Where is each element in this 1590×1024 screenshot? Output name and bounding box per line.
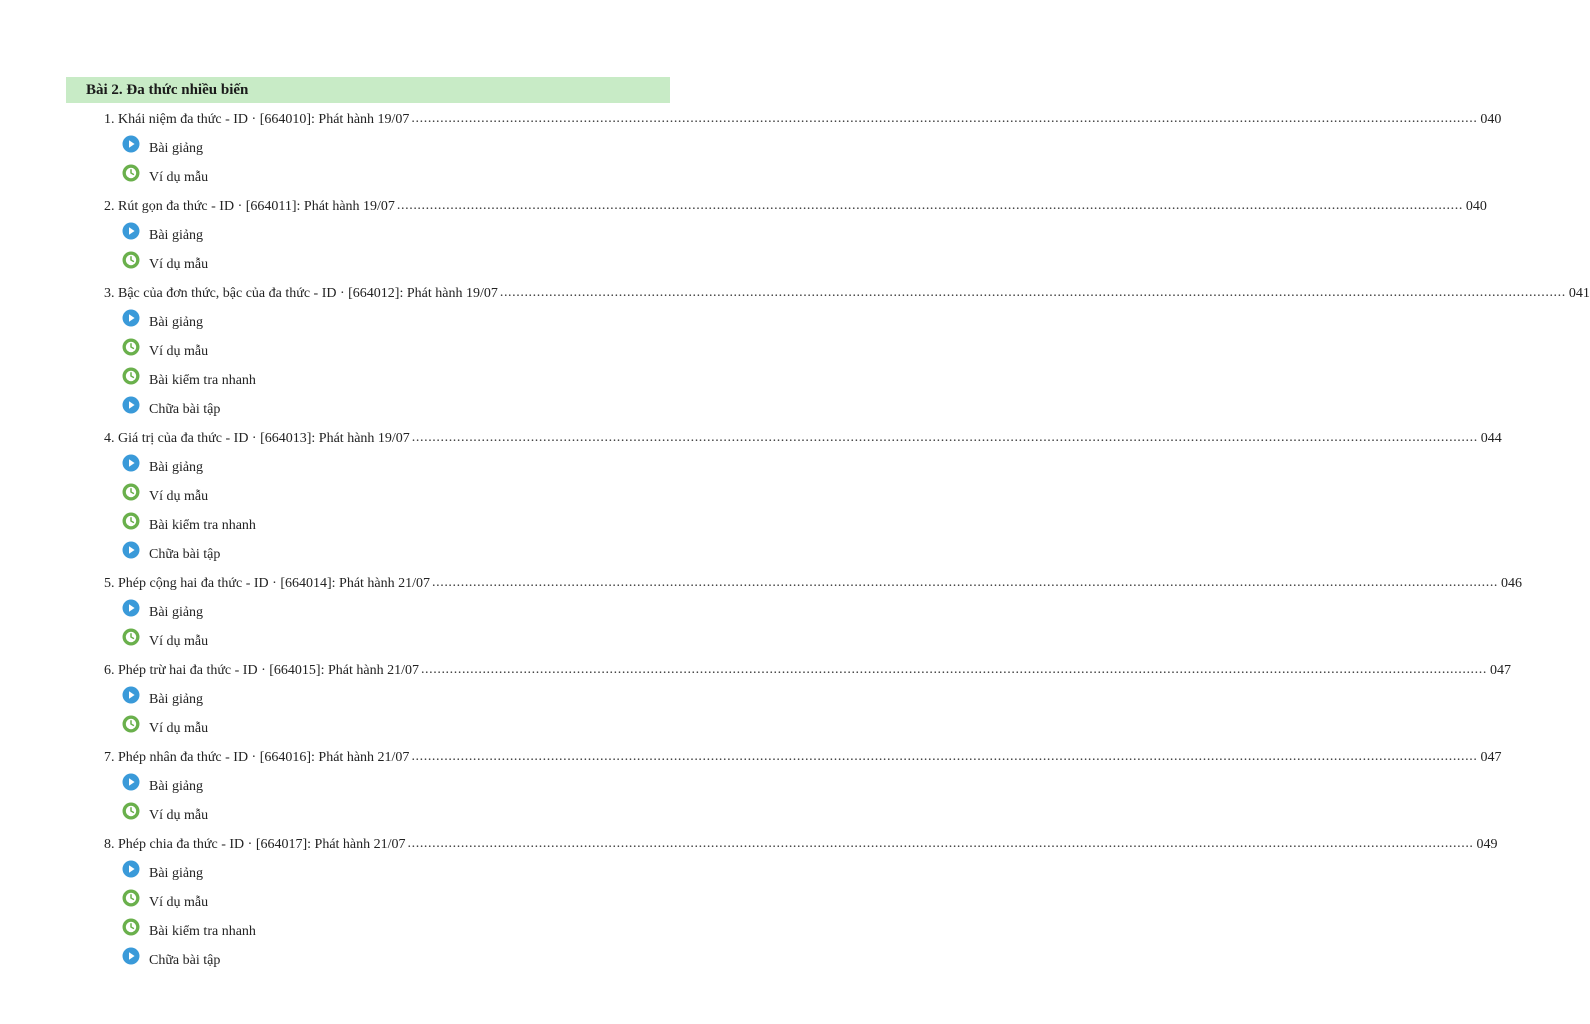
play-icon [122,686,140,704]
page-number: 041 [1568,285,1590,301]
resource-label: Bài giảng [149,459,204,475]
table-of-contents [0,105,1590,975]
play-icon [122,396,140,414]
page-number: 049 [1476,836,1498,852]
clock-icon [122,628,140,646]
play-icon [122,309,140,327]
dot-leader: .................................................................................................................................................................................................................................................................... [499,284,1566,300]
lesson-resource-item[interactable] [122,888,724,917]
lesson-resource-item[interactable] [122,917,724,946]
lesson-title: 2. Rút gọn đa thức - ID · [664011]: Phát hành 19/07 [104,198,395,214]
resource-label: Bài giảng [149,604,204,620]
play-icon [122,454,140,472]
lesson-block [0,743,1502,830]
lesson-title: 3. Bậc của đơn thức, bậc của đa thức - ID · [664012]: Phát hành 19/07 [104,285,498,301]
lesson-block [0,105,1502,192]
dot-leader: .................................................................................................................................................................................................................................................................... [411,429,1478,445]
dot-leader: .................................................................................................................................................................................................................................................................... [420,661,1487,677]
lesson-resource-item[interactable] [122,714,724,743]
clock-icon [122,512,140,530]
lesson-block [0,569,1523,656]
resource-label: Chữa bài tập [149,546,221,562]
lesson-resource-item[interactable] [122,134,724,163]
section-header [66,77,670,103]
lesson-title: 8. Phép chia đa thức - ID · [664017]: Phát hành 21/07 [104,836,406,852]
lesson-entry[interactable] [104,656,1511,685]
dot-leader: .................................................................................................................................................................................................................................................................... [432,574,1499,590]
clock-icon [122,802,140,820]
lesson-resource-item[interactable] [122,540,724,569]
lesson-resource-item[interactable] [122,395,724,424]
lesson-resource-item[interactable] [122,221,724,250]
lesson-resource-item[interactable] [122,627,724,656]
clock-icon [122,251,140,269]
lesson-entry[interactable] [104,279,1590,308]
lesson-resource-item[interactable] [122,772,724,801]
lesson-resource-item[interactable] [122,801,724,830]
lesson-title: 5. Phép cộng hai đa thức - ID · [664014]: Phát hành 21/07 [104,575,431,591]
play-icon [122,599,140,617]
resource-label: Bài giảng [149,865,204,881]
lesson-block [0,192,1487,279]
lesson-block [0,424,1502,569]
dot-leader: .................................................................................................................................................................................................................................................................... [396,197,1463,213]
section-title: Bài 2. Đa thức nhiều biến [86,81,249,98]
clock-icon [122,338,140,356]
lesson-entry[interactable] [104,743,1502,772]
lesson-entry[interactable] [104,192,1487,221]
play-icon [122,222,140,240]
page-number: 047 [1480,749,1502,765]
lesson-block [0,279,1590,424]
resource-label: Bài kiểm tra nhanh [149,517,256,533]
clock-icon [122,367,140,385]
page-number: 047 [1489,662,1511,678]
page-number: 040 [1465,198,1487,214]
lesson-resource-item[interactable] [122,482,724,511]
clock-icon [122,715,140,733]
clock-icon [122,164,140,182]
lesson-resource-item[interactable] [122,163,724,192]
lesson-resource-item[interactable] [122,598,724,627]
resource-label: Ví dụ mẫu [149,720,209,736]
clock-icon [122,483,140,501]
lesson-resource-item[interactable] [122,250,724,279]
lesson-title: 4. Giá trị của đa thức - ID · [664013]: Phát hành 19/07 [104,430,410,446]
dot-leader: .................................................................................................................................................................................................................................................................... [407,835,1474,851]
resource-label: Ví dụ mẫu [149,807,209,823]
clock-icon [122,918,140,936]
play-icon [122,773,140,791]
resource-label: Bài kiểm tra nhanh [149,923,256,939]
clock-icon [122,889,140,907]
lesson-title: 6. Phép trừ hai đa thức - ID · [664015]: Phát hành 21/07 [104,662,419,678]
lesson-block [0,656,1511,743]
lesson-resource-item[interactable] [122,453,724,482]
page-number: 044 [1480,430,1502,446]
lesson-title: 7. Phép nhân đa thức - ID · [664016]: Phát hành 21/07 [104,749,410,765]
resource-label: Ví dụ mẫu [149,169,209,185]
resource-label: Chữa bài tập [149,952,221,968]
resource-label: Ví dụ mẫu [149,488,209,504]
lesson-resource-item[interactable] [122,337,724,366]
lesson-entry[interactable] [104,424,1502,453]
lesson-resource-item[interactable] [122,859,724,888]
lesson-entry[interactable] [104,830,1498,859]
lesson-block [0,830,1498,975]
page-number: 040 [1480,111,1502,127]
lesson-entry[interactable] [104,569,1523,598]
resource-label: Ví dụ mẫu [149,894,209,910]
resource-label: Chữa bài tập [149,401,221,417]
resource-label: Bài kiểm tra nhanh [149,372,256,388]
resource-label: Bài giảng [149,227,204,243]
lesson-resource-item[interactable] [122,946,724,975]
lesson-title: 1. Khái niệm đa thức - ID · [664010]: Phát hành 19/07 [104,111,410,127]
play-icon [122,947,140,965]
resource-label: Bài giảng [149,314,204,330]
lesson-entry[interactable] [104,105,1502,134]
lesson-resource-item[interactable] [122,308,724,337]
lesson-resource-item[interactable] [122,685,724,714]
resource-label: Ví dụ mẫu [149,343,209,359]
lesson-resource-item[interactable] [122,511,724,540]
resource-label: Bài giảng [149,691,204,707]
dot-leader: .................................................................................................................................................................................................................................................................... [411,748,1478,764]
play-icon [122,135,140,153]
resource-label: Bài giảng [149,140,204,156]
resource-label: Bài giảng [149,778,204,794]
play-icon [122,541,140,559]
dot-leader: .................................................................................................................................................................................................................................................................... [411,110,1478,126]
lesson-resource-item[interactable] [122,366,724,395]
resource-label: Ví dụ mẫu [149,633,209,649]
play-icon [122,860,140,878]
page-number: 046 [1501,575,1523,591]
resource-label: Ví dụ mẫu [149,256,209,272]
